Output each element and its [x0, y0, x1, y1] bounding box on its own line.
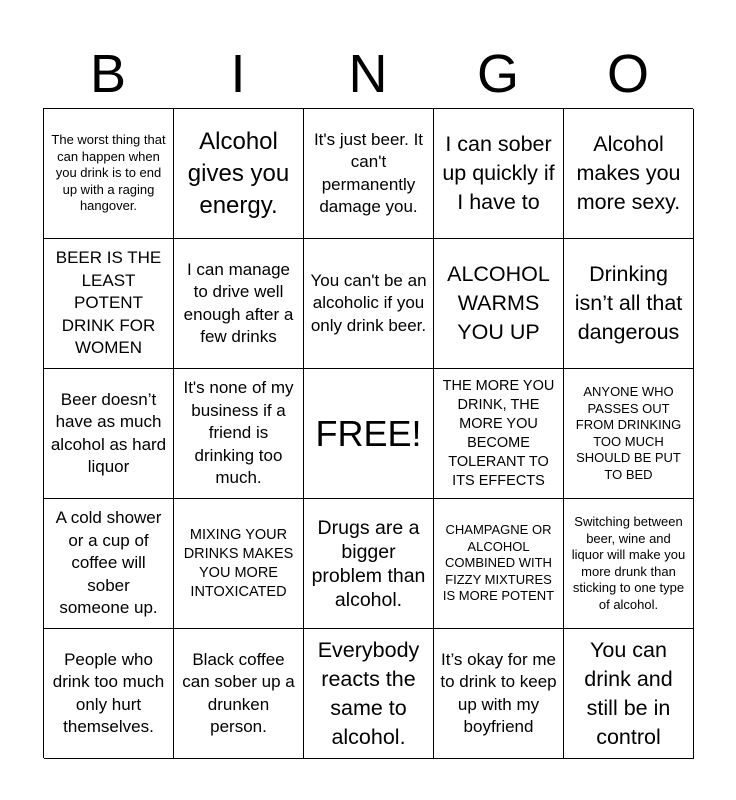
bingo-cell[interactable]: Alcohol gives you energy.	[174, 109, 304, 239]
bingo-header	[43, 40, 693, 108]
bingo-cell[interactable]: People who drink too much only hurt themselves.	[44, 629, 174, 759]
bingo-cell[interactable]: It's just beer. It can't permanently damage you.	[304, 109, 434, 239]
bingo-cell[interactable]: Beer doesn’t have as much alcohol as hard liquor	[44, 369, 174, 499]
bingo-cell[interactable]: I can manage to drive well enough after a few drinks	[174, 239, 304, 369]
bingo-cell[interactable]: MIXING YOUR DRINKS MAKES YOU MORE INTOXICATED	[174, 499, 304, 629]
header-letter-i: I	[230, 44, 246, 104]
bingo-cell[interactable]: Drinking isn’t all that dangerous	[564, 239, 694, 369]
bingo-cell[interactable]: ALCOHOL WARMS YOU UP	[434, 239, 564, 369]
bingo-cell[interactable]: The worst thing that can happen when you drink is to end up with a raging hangover.	[44, 109, 174, 239]
bingo-cell[interactable]: You can drink and still be in control	[564, 629, 694, 759]
free-space-cell[interactable]: FREE!	[304, 369, 434, 499]
bingo-cell[interactable]: BEER IS THE LEAST POTENT DRINK FOR WOMEN	[44, 239, 174, 369]
bingo-cell[interactable]: A cold shower or a cup of coffee will sober someone up.	[44, 499, 174, 629]
bingo-cell[interactable]: ANYONE WHO PASSES OUT FROM DRINKING TOO MUCH SHOULD BE PUT TO BED	[564, 369, 694, 499]
bingo-cell[interactable]: Everybody reacts the same to alcohol.	[304, 629, 434, 759]
bingo-cell[interactable]: It's none of my business if a friend is drinking too much.	[174, 369, 304, 499]
bingo-cell[interactable]: Drugs are a bigger problem than alcohol.	[304, 499, 434, 629]
bingo-cell[interactable]: You can't be an alcoholic if you only drink beer.	[304, 239, 434, 369]
bingo-cell[interactable]: THE MORE YOU DRINK, THE MORE YOU BECOME TOLERANT TO ITS EFFECTS	[434, 369, 564, 499]
bingo-card	[43, 108, 693, 758]
bingo-cell[interactable]: I can sober up quickly if I have to	[434, 109, 564, 239]
header-letter-o: O	[606, 44, 649, 104]
bingo-cell[interactable]: It’s okay for me to drink to keep up with my boyfriend	[434, 629, 564, 759]
header-letter-n: N	[348, 44, 388, 104]
bingo-cell[interactable]: Black coffee can sober up a drunken person.	[174, 629, 304, 759]
bingo-cell[interactable]: Alcohol makes you more sexy.	[564, 109, 694, 239]
bingo-cell[interactable]: Switching between beer, wine and liquor will make you more drunk than sticking to one type of alcohol.	[564, 499, 694, 629]
header-letter-g: G	[476, 44, 519, 104]
bingo-cell[interactable]: CHAMPAGNE OR ALCOHOL COMBINED WITH FIZZY MIXTURES IS MORE POTENT	[434, 499, 564, 629]
header-letter-b: B	[89, 44, 127, 104]
